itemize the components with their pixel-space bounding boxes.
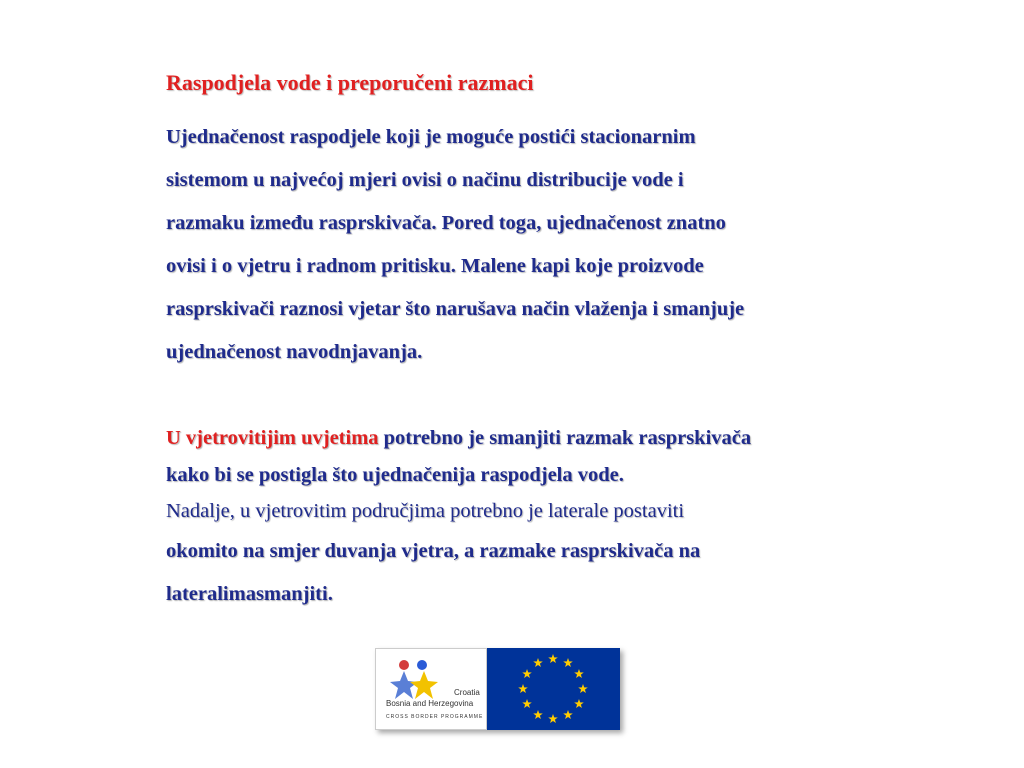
eu-star-icon [518, 684, 528, 693]
body-text [166, 116, 966, 616]
paragraph1-line: razmaku između rasprskivača. Pored toga, ujednačenost znatno [166, 212, 726, 234]
eu-star-icon [533, 658, 543, 667]
eu-star-icon [574, 669, 584, 678]
cross-border-programme-logo [375, 648, 487, 730]
eu-star-icon [563, 658, 573, 667]
paragraph3-line: Nadalje, u vjetrovitim područjima potrebno je laterale postaviti [166, 500, 685, 522]
eu-star-icon [548, 714, 558, 723]
paragraph3-line: okomito na smjer duvanja vjetra, a razmake rasprskivača na [166, 540, 701, 562]
stars-figures-icon [386, 657, 446, 701]
paragraph1-line: ovisi i o vjetru i radnom pritisku. Malene kapi koje proizvode [166, 255, 704, 277]
logo-strip [375, 648, 620, 730]
eu-star-icon [563, 710, 573, 719]
eu-star-icon [578, 684, 588, 693]
windy-conditions-highlight: U vjetrovitijim uvjetima [166, 427, 379, 449]
paragraph1-line: Ujednačenost raspodjele koji je moguće postići stacionarnim [166, 126, 696, 148]
paragraph2-line: kako bi se postigla što ujednačenija raspodjela vode. [166, 464, 624, 486]
paragraph3-line: lateralimasmanjiti. [166, 583, 333, 605]
eu-star-icon [574, 699, 584, 708]
cbc-caption-croatia: Croatia [454, 688, 480, 697]
paragraph2-rest: potrebno je smanjiti razmak rasprskivača [378, 427, 752, 449]
eu-star-icon [548, 654, 558, 663]
cbc-caption-bih: Bosnia and Herzegovina [386, 699, 474, 708]
paragraph-gap [166, 374, 966, 417]
eu-star-icon [533, 710, 543, 719]
eu-flag [487, 648, 620, 730]
paragraph1-line: ujednačenost navodnjavanja. [166, 341, 423, 363]
paragraph1-line: sistemom u najvećoj mjeri ovisi o načinu distribucije vode i [166, 169, 684, 191]
slide-title: Raspodjela vode i preporučeni razmaci [166, 70, 534, 95]
eu-star-icon [522, 699, 532, 708]
eu-star-icon [522, 669, 532, 678]
cbc-caption-programme: CROSS BORDER PROGRAMME [386, 714, 484, 720]
eu-stars-icon [487, 648, 620, 730]
paragraph2-line [166, 417, 966, 460]
paragraph1-line: rasprskivači raznosi vjetar što narušava način vlaženja i smanjuje [166, 298, 745, 320]
